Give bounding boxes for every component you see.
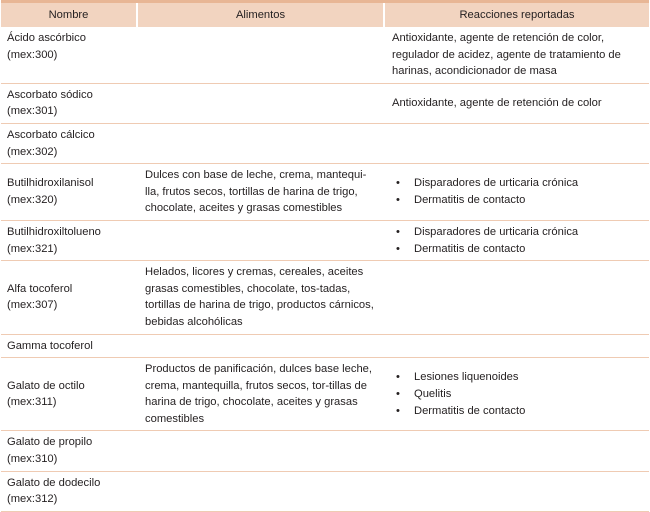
cell-foods (137, 27, 384, 83)
additive-name: Gamma tocoferol (7, 339, 93, 352)
cell-reactions (384, 334, 649, 358)
cell-reactions (384, 27, 649, 83)
additive-code: (mex:307) (7, 299, 58, 312)
additive-name: Galato de propilo (7, 436, 93, 449)
additive-code: (mex:302) (7, 145, 58, 158)
list-item: • Lesiones liquenoides (392, 369, 645, 386)
header-reactions: Reacciones reportadas (384, 2, 649, 28)
additive-name: Ascorbato cálcico (7, 128, 95, 141)
additive-name: Butilhidroxilanisol (7, 177, 94, 190)
table-row (1, 261, 649, 334)
cell-foods: Dulces con base de leche, crema, mantequi-lla, frutos secos, tortillas de harina de trigo, chocolate, aceites y grasas comestibles (137, 164, 384, 221)
reaction-line: harinas, acondicionador de masa (392, 65, 557, 78)
additive-code: (mex:311) (7, 396, 57, 409)
table-row (1, 471, 649, 511)
list-item: • Disparadores de urticaria crónica (392, 175, 645, 192)
table-row (1, 358, 649, 431)
list-item: • Disparadores de urticaria crónica (392, 224, 645, 241)
table-row (1, 334, 649, 358)
reaction-line: Antioxidante, agente de retención de color, (392, 32, 605, 44)
cell-name (1, 220, 137, 260)
list-item: • Dermatitis de contacto (392, 192, 645, 209)
additive-name: Ácido ascórbico (7, 32, 86, 44)
cell-foods: Productos de panificación, dulces base leche, crema, mantequilla, frutos secos, tor-tillas de harina de trigo, chocolate, aceites y grasas comestibles (137, 358, 384, 431)
cell-foods (137, 220, 384, 260)
cell-name (1, 83, 137, 123)
cell-foods (137, 123, 384, 163)
header-foods: Alimentos (137, 2, 384, 28)
list-item: • Dermatitis de contacto (392, 241, 645, 258)
table-row (1, 220, 649, 260)
cell-foods (137, 83, 384, 123)
additive-name: Galato de octilo (7, 379, 85, 392)
cell-name (1, 334, 137, 358)
cell-reactions (384, 164, 649, 221)
table-row (1, 164, 649, 221)
cell-name (1, 261, 137, 334)
additive-name: Butilhidroxiltolueno (7, 225, 101, 238)
reaction-list (392, 369, 645, 419)
list-item: • Quelitis (392, 386, 645, 403)
cell-reactions (384, 83, 649, 123)
cell-foods (137, 471, 384, 511)
additives-table (1, 0, 649, 512)
cell-foods: Helados, licores y cremas, cereales, aceites grasas comestibles, chocolate, tos-tadas, tortillas de harina de trigo, productos cárnicos, bebidas alcohólicas (137, 261, 384, 334)
table-row (1, 431, 649, 471)
cell-reactions (384, 261, 649, 334)
cell-reactions (384, 220, 649, 260)
table-row (1, 123, 649, 163)
additive-code: (mex:320) (7, 194, 58, 207)
additive-name: Galato de dodecilo (7, 476, 101, 489)
cell-reactions (384, 123, 649, 163)
cell-name (1, 358, 137, 431)
reaction-line: regulador de acidez, agente de tratamiento de (392, 48, 621, 61)
reaction-line: Antioxidante, agente de retención de color (392, 97, 602, 110)
header-row (1, 2, 649, 28)
reaction-list (392, 175, 645, 208)
reaction-list (392, 224, 645, 257)
additive-code: (mex:312) (7, 493, 58, 506)
cell-name (1, 471, 137, 511)
cell-reactions (384, 358, 649, 431)
cell-name (1, 27, 137, 83)
additive-name: Alfa tocoferol (7, 282, 73, 295)
table-row (1, 83, 649, 123)
additive-code: (mex:301) (7, 105, 58, 118)
cell-reactions (384, 431, 649, 471)
cell-name (1, 164, 137, 221)
header-name: Nombre (1, 2, 137, 28)
cell-reactions (384, 471, 649, 511)
additive-code: (mex:300) (7, 48, 58, 61)
additive-code: (mex:321) (7, 242, 58, 255)
cell-foods (137, 334, 384, 358)
cell-foods (137, 431, 384, 471)
cell-name (1, 123, 137, 163)
table-row (1, 27, 649, 83)
list-item: • Dermatitis de contacto (392, 403, 645, 420)
cell-name (1, 431, 137, 471)
additive-name: Ascorbato sódico (7, 88, 93, 101)
additive-code: (mex:310) (7, 453, 58, 466)
